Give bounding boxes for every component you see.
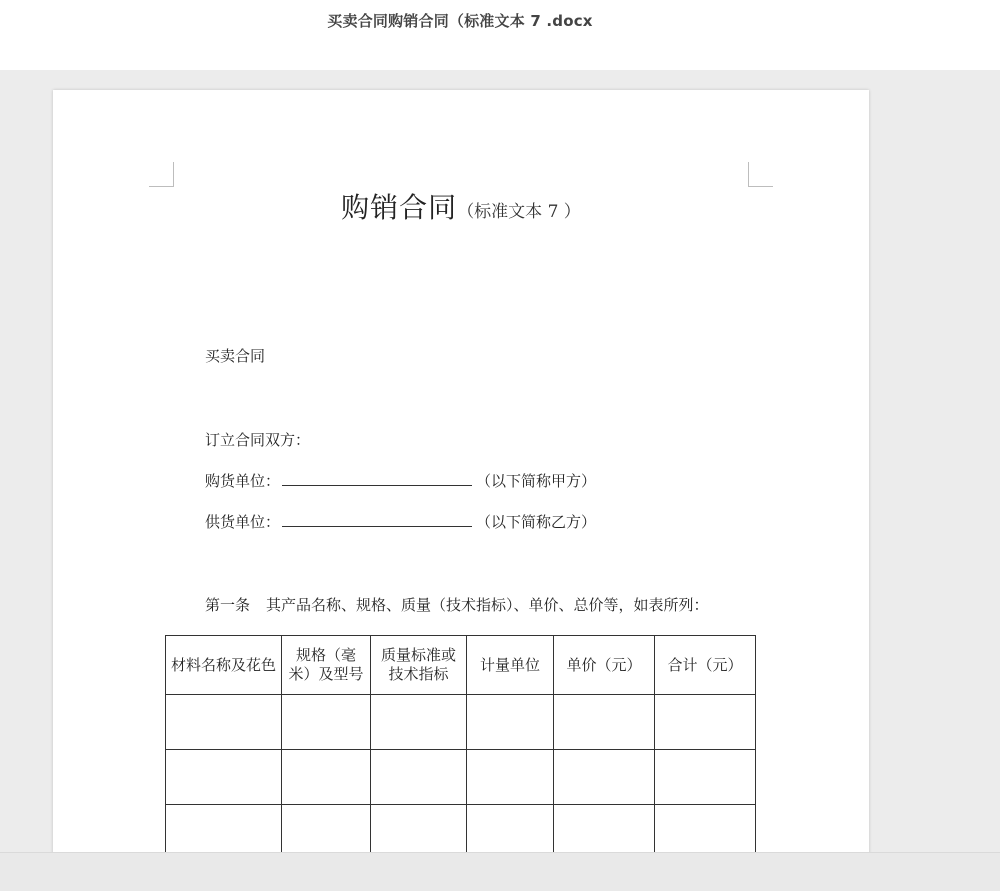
table-header-cell: 质量标准或技术指标 — [371, 636, 467, 695]
buyer-suffix: （以下简称甲方） — [476, 472, 597, 490]
table-cell — [467, 750, 554, 805]
table-cell — [371, 750, 467, 805]
table-cell — [371, 695, 467, 750]
article-1-number: 第一条 — [205, 596, 251, 614]
table-cell — [554, 695, 655, 750]
table-header-cell: 单价（元） — [554, 636, 655, 695]
buyer-paragraph — [205, 470, 596, 491]
document-heading — [53, 186, 869, 226]
document-title: 买卖合同购销合同（标准文本 7 .docx — [327, 12, 593, 30]
table-cell — [554, 805, 655, 853]
table-cell — [554, 750, 655, 805]
table-header-cell: 合计（元） — [655, 636, 756, 695]
table-header-cell: 规格（毫米）及型号 — [282, 636, 371, 695]
table-cell — [282, 695, 371, 750]
table-row — [166, 805, 756, 853]
bottom-bar — [0, 852, 1000, 891]
table-cell — [166, 750, 282, 805]
document-page — [53, 90, 869, 852]
title-bar — [0, 0, 1000, 70]
table-header-cell: 计量单位 — [467, 636, 554, 695]
table-header-cell: 材料名称及花色 — [166, 636, 282, 695]
table-cell — [282, 750, 371, 805]
margin-corner-mark-top-left — [149, 162, 174, 187]
table-cell — [467, 695, 554, 750]
table-cell — [282, 805, 371, 853]
seller-suffix: （以下简称乙方） — [476, 513, 597, 531]
product-spec-table — [165, 635, 756, 852]
heading-subtitle: （标准文本 7 ） — [457, 202, 581, 222]
seller-blank-line — [282, 512, 472, 527]
table-row — [166, 695, 756, 750]
table-cell — [655, 695, 756, 750]
table-cell — [371, 805, 467, 853]
buyer-label: 购货单位： — [205, 472, 281, 490]
seller-paragraph — [205, 511, 596, 532]
buyer-blank-line — [282, 471, 472, 486]
table-cell — [166, 695, 282, 750]
article-1-paragraph — [205, 594, 709, 615]
table-cell — [467, 805, 554, 853]
contract-name-paragraph: 买卖合同 — [205, 347, 266, 365]
article-1-text: 其产品名称、规格、质量（技术指标）、单价、总价等，如表所列： — [266, 596, 709, 614]
margin-corner-mark-top-right — [748, 162, 773, 187]
document-viewer[interactable] — [0, 70, 1000, 852]
table-cell — [655, 805, 756, 853]
table-row — [166, 750, 756, 805]
heading-main: 购销合同 — [341, 191, 458, 224]
table-cell — [655, 750, 756, 805]
parties-intro-paragraph: 订立合同双方： — [205, 431, 311, 449]
table-cell — [166, 805, 282, 853]
table-header-row — [166, 636, 756, 695]
seller-label: 供货单位： — [205, 513, 281, 531]
